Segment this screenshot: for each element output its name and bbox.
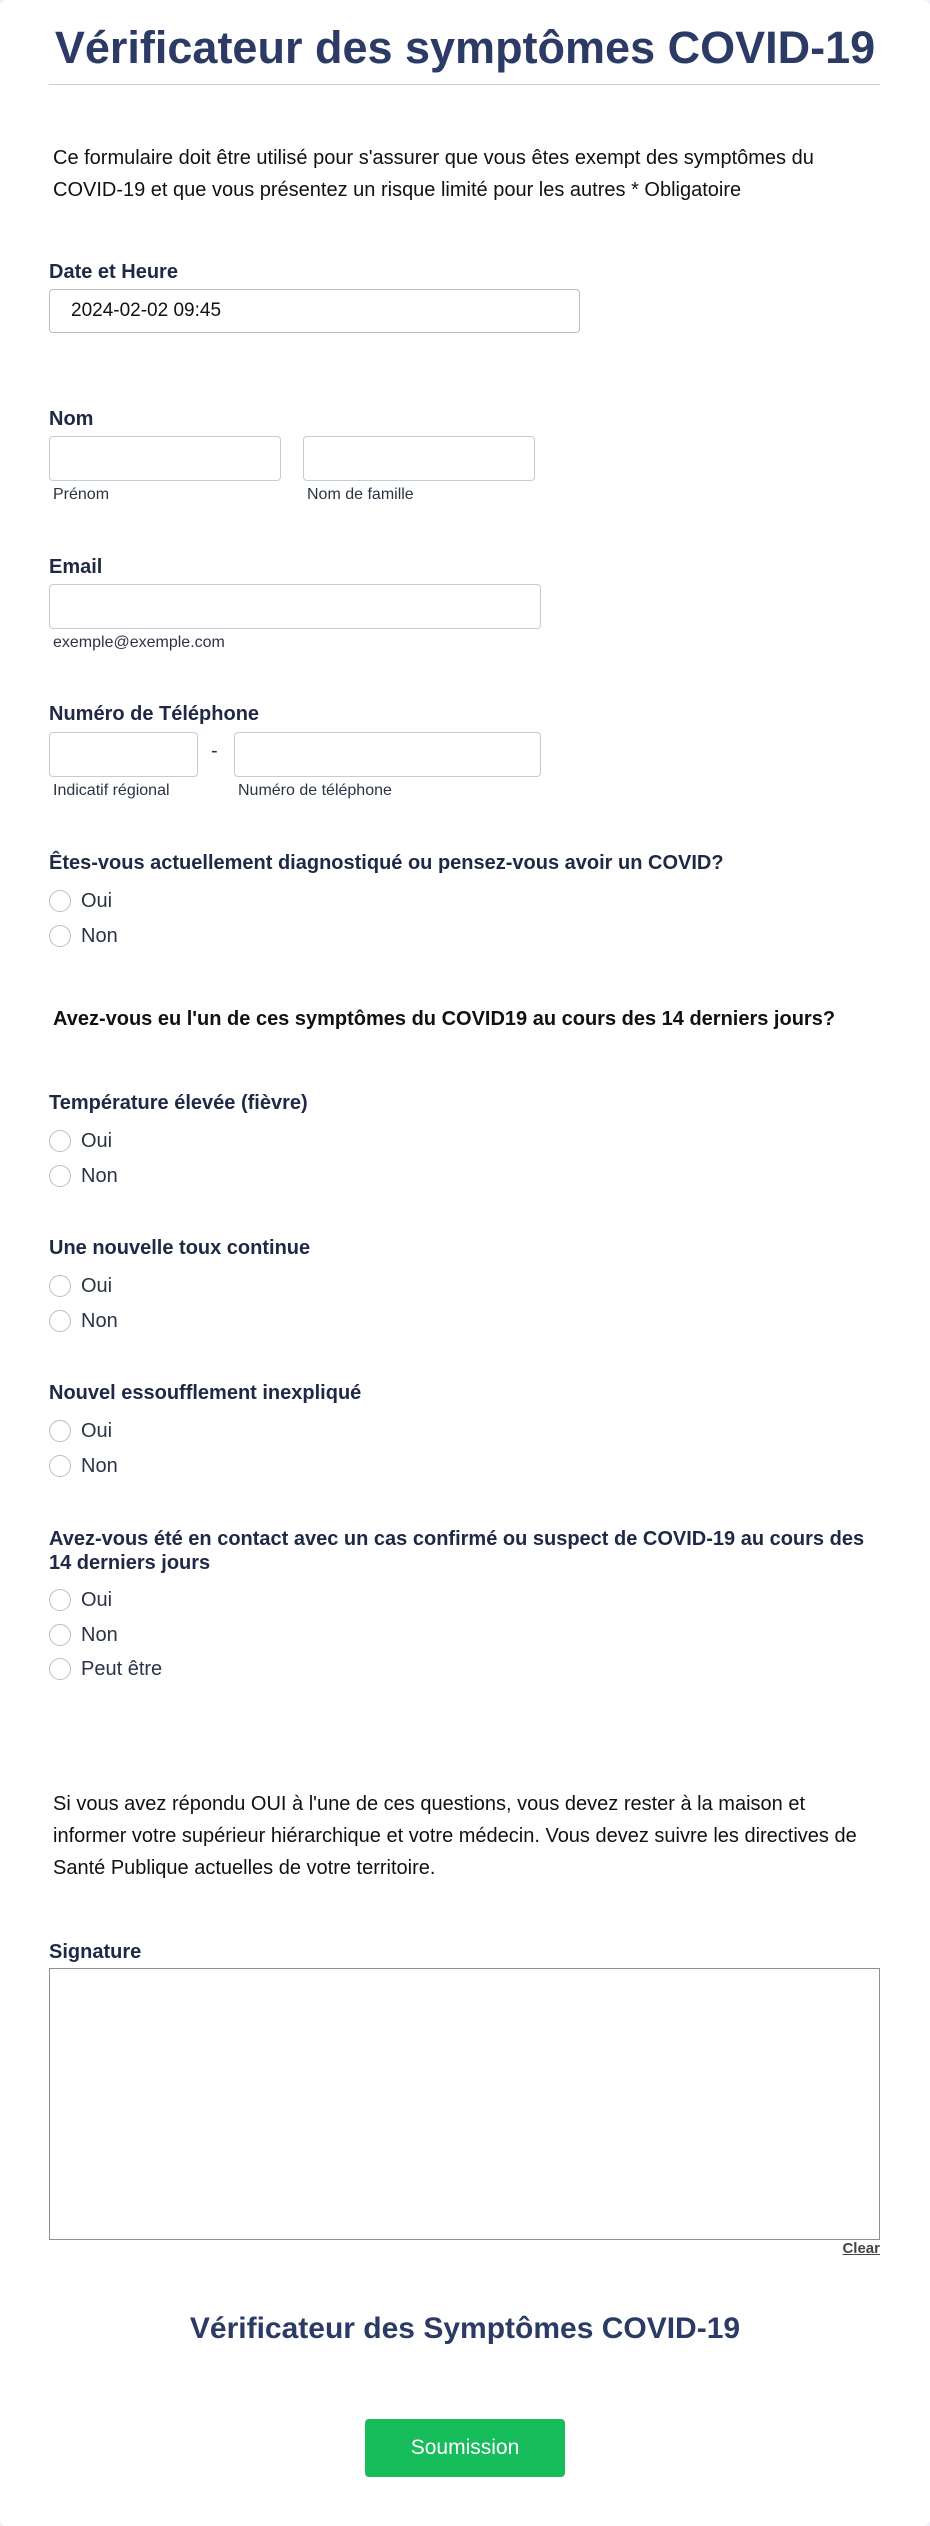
q-cough-option-oui[interactable]: [49, 1273, 112, 1299]
clear-signature-link[interactable]: Clear: [842, 2240, 880, 2257]
option-label: Non: [81, 924, 118, 947]
last-name-sublabel: Nom de famille: [307, 486, 414, 503]
radio-button[interactable]: [49, 1420, 71, 1442]
phone-number-input[interactable]: [234, 732, 541, 777]
q-diagnosed-label: Êtes-vous actuellement diagnostiqué ou pensez-vous avoir un COVID?: [49, 852, 724, 874]
q-diagnosed-option-non[interactable]: [49, 923, 118, 949]
area-code-sublabel: Indicatif régional: [53, 782, 170, 799]
radio-button[interactable]: [49, 1275, 71, 1297]
q-breath-option-non[interactable]: [49, 1453, 118, 1479]
radio-button[interactable]: [49, 1130, 71, 1152]
name-label: Nom: [49, 408, 94, 430]
first-name-sublabel: Prénom: [53, 486, 110, 503]
q-contact-label: Avez-vous été en contact avec un cas confirmé ou suspect de COVID-19 au cours des 14 derniers jours: [49, 1528, 865, 1574]
q-breath-option-oui[interactable]: [49, 1418, 112, 1444]
radio-button[interactable]: [49, 890, 71, 912]
last-name-input[interactable]: [303, 436, 535, 481]
q-contact-option-peut-etre[interactable]: [49, 1656, 162, 1682]
option-label: Oui: [81, 1588, 113, 1611]
option-label: Oui: [81, 889, 113, 912]
area-code-input[interactable]: [49, 732, 198, 777]
q-fever-option-non[interactable]: [49, 1163, 118, 1189]
q-contact-option-oui[interactable]: [49, 1587, 112, 1613]
radio-button[interactable]: [49, 1589, 71, 1611]
intro-text: Ce formulaire doit être utilisé pour s'assurer que vous êtes exempt des symptômes du COVID-19 et que vous présentez un risque limité pour les autres * Obligatoire: [53, 147, 814, 201]
option-label: Non: [81, 1164, 118, 1187]
radio-button[interactable]: [49, 1658, 71, 1680]
signature-pad[interactable]: [49, 1968, 880, 2240]
first-name-input[interactable]: [49, 436, 281, 481]
option-label: Oui: [81, 1274, 113, 1297]
symptoms-heading: Avez-vous eu l'un de ces symptômes du COVID19 au cours des 14 derniers jours?: [53, 1008, 836, 1030]
signature-label: Signature: [49, 1941, 142, 1963]
email-input[interactable]: [49, 584, 541, 629]
phone-separator: -: [211, 740, 218, 762]
radio-button[interactable]: [49, 925, 71, 947]
phone-number-sublabel: Numéro de téléphone: [238, 782, 392, 799]
q-fever-option-oui[interactable]: [49, 1128, 112, 1154]
q-diagnosed-option-oui[interactable]: [49, 888, 112, 914]
q-contact-option-non[interactable]: [49, 1622, 118, 1648]
radio-button[interactable]: [49, 1455, 71, 1477]
title-divider: [49, 84, 880, 85]
radio-button[interactable]: [49, 1310, 71, 1332]
submit-button[interactable]: Soumission: [365, 2419, 565, 2477]
form-title: Vérificateur des symptômes COVID-19: [54, 22, 876, 73]
q-fever-label: Température élevée (fièvre): [49, 1092, 308, 1114]
option-label: Oui: [81, 1129, 113, 1152]
datetime-field[interactable]: [49, 289, 580, 333]
option-label: Non: [81, 1454, 118, 1477]
radio-button[interactable]: [49, 1624, 71, 1646]
q-cough-label: Une nouvelle toux continue: [49, 1237, 311, 1259]
q-cough-option-non[interactable]: [49, 1308, 118, 1334]
footer-title: Vérificateur des Symptômes COVID-19: [189, 2312, 741, 2345]
option-label: Peut être: [81, 1657, 163, 1680]
option-label: Non: [81, 1623, 118, 1646]
option-label: Non: [81, 1309, 118, 1332]
notice-text: Si vous avez répondu OUI à l'une de ces questions, vous devez rester à la maison et informer votre supérieur hiérarchique et votre médecin. Vous devez suivre les directives de Santé Publique actuelles de votre territoire.: [53, 1793, 857, 1879]
q-breath-label: Nouvel essoufflement inexpliqué: [49, 1382, 362, 1404]
email-label: Email: [49, 556, 103, 578]
radio-button[interactable]: [49, 1165, 71, 1187]
datetime-label: Date et Heure: [49, 261, 178, 283]
phone-label: Numéro de Téléphone: [49, 703, 260, 725]
option-label: Oui: [81, 1419, 113, 1442]
datetime-value: 2024-02-02 09:45: [71, 300, 222, 321]
email-sublabel: exemple@exemple.com: [53, 634, 225, 651]
